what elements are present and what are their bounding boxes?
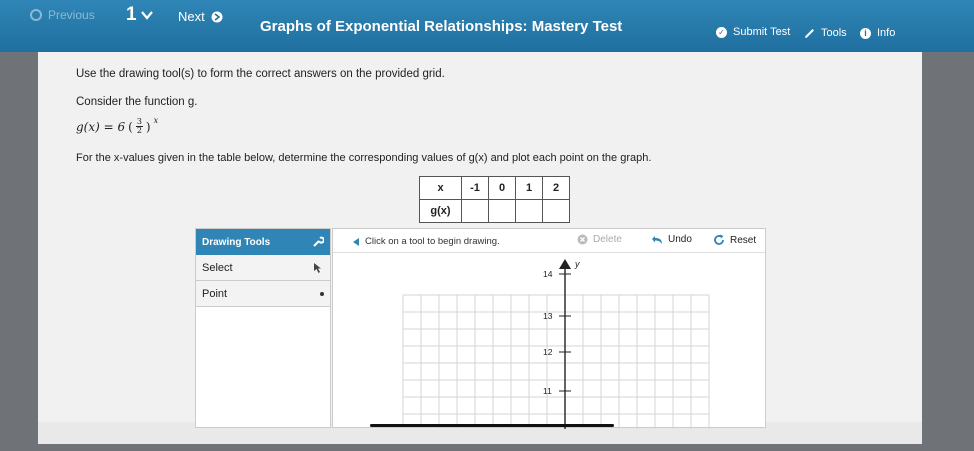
- table-cell: -1: [462, 177, 489, 200]
- check-circle-icon: ✓: [716, 27, 727, 38]
- next-arrow-icon: [211, 11, 223, 23]
- table-header-gx: g(x): [420, 200, 462, 223]
- y-tick-label: 14: [543, 269, 553, 279]
- y-axis-label: y: [575, 259, 580, 269]
- prompt-text: For the x-values given in the table below, determine the corresponding values of g(x) and plot each point on the graph.: [76, 152, 652, 164]
- instruction-text: Use the drawing tool(s) to form the correct answers on the provided grid.: [76, 68, 445, 80]
- home-indicator: [370, 424, 614, 427]
- y-tick-label: 11: [543, 386, 552, 396]
- previous-button[interactable]: [30, 8, 95, 22]
- pencil-icon: [804, 28, 815, 39]
- values-table: [419, 176, 570, 223]
- table-cell: [543, 200, 570, 223]
- graph-area[interactable]: [332, 228, 766, 428]
- next-label: Next: [178, 9, 205, 24]
- y-axis-arrow-icon: [559, 259, 571, 269]
- formula-lhs: g(x) = 6: [76, 119, 126, 134]
- wrench-icon: [312, 236, 324, 248]
- undo-icon: [651, 235, 663, 245]
- chevron-down-icon: [141, 10, 153, 20]
- tool-point-label: Point: [202, 287, 228, 300]
- submit-label: Submit Test: [733, 26, 791, 38]
- undo-button[interactable]: [651, 234, 692, 245]
- coordinate-grid[interactable]: [333, 253, 767, 429]
- question-panel: [38, 52, 922, 422]
- undo-label: Undo: [668, 234, 692, 245]
- formula-fraction: [136, 118, 143, 135]
- function-formula: g(x) = 6 ( $\frac{3}{2}$ ) x: [76, 116, 159, 135]
- table-cell: 2: [543, 177, 570, 200]
- tool-select-label: Select: [202, 261, 233, 274]
- question-content: [38, 52, 922, 444]
- table-header-x: x: [420, 177, 462, 200]
- drawing-tools-title: Drawing Tools: [202, 236, 271, 248]
- grid-lines: [403, 295, 709, 429]
- tool-point[interactable]: [196, 281, 330, 307]
- drawing-tools-header: [196, 229, 330, 255]
- graph-toolbar: [333, 229, 765, 253]
- question-number: 1: [126, 4, 137, 25]
- info-icon: i: [860, 28, 871, 39]
- next-button[interactable]: [178, 9, 223, 24]
- table-row: [420, 177, 570, 200]
- toolbar-hint: [353, 236, 500, 247]
- y-tick-label: 13: [543, 311, 553, 321]
- cursor-icon: [312, 262, 324, 274]
- table-cell: [516, 200, 543, 223]
- delete-button[interactable]: [577, 234, 622, 245]
- table-cell: [489, 200, 516, 223]
- triangle-left-icon: [353, 238, 359, 246]
- tools-label: Tools: [821, 27, 847, 39]
- point-icon: [320, 292, 324, 296]
- hint-text: Click on a tool to begin drawing.: [365, 236, 500, 247]
- consider-text: Consider the function g.: [76, 96, 198, 108]
- previous-label: Previous: [48, 8, 95, 22]
- table-cell: [462, 200, 489, 223]
- tool-select[interactable]: [196, 255, 330, 281]
- fraction-denominator: 2: [136, 126, 142, 135]
- delete-label: Delete: [593, 234, 622, 245]
- submit-test-button[interactable]: [716, 26, 790, 38]
- y-tick-label: 12: [543, 347, 553, 357]
- table-row: [420, 200, 570, 223]
- top-navigation-bar: [0, 0, 974, 52]
- info-button[interactable]: [860, 27, 895, 39]
- reset-button[interactable]: [713, 234, 756, 246]
- tools-button[interactable]: [804, 27, 847, 39]
- page-title: Graphs of Exponential Relationships: Mastery Test: [260, 18, 623, 35]
- reset-label: Reset: [730, 234, 757, 246]
- reset-icon: [713, 234, 725, 246]
- fraction-numerator: 3: [136, 117, 142, 126]
- drawing-tools-panel: [195, 228, 331, 428]
- delete-icon: [577, 234, 588, 245]
- table-cell: 0: [489, 177, 516, 200]
- previous-icon: [30, 9, 42, 21]
- question-selector[interactable]: [126, 4, 153, 26]
- table-cell: 1: [516, 177, 543, 200]
- info-label: Info: [877, 27, 896, 39]
- formula-exponent: x: [153, 116, 159, 125]
